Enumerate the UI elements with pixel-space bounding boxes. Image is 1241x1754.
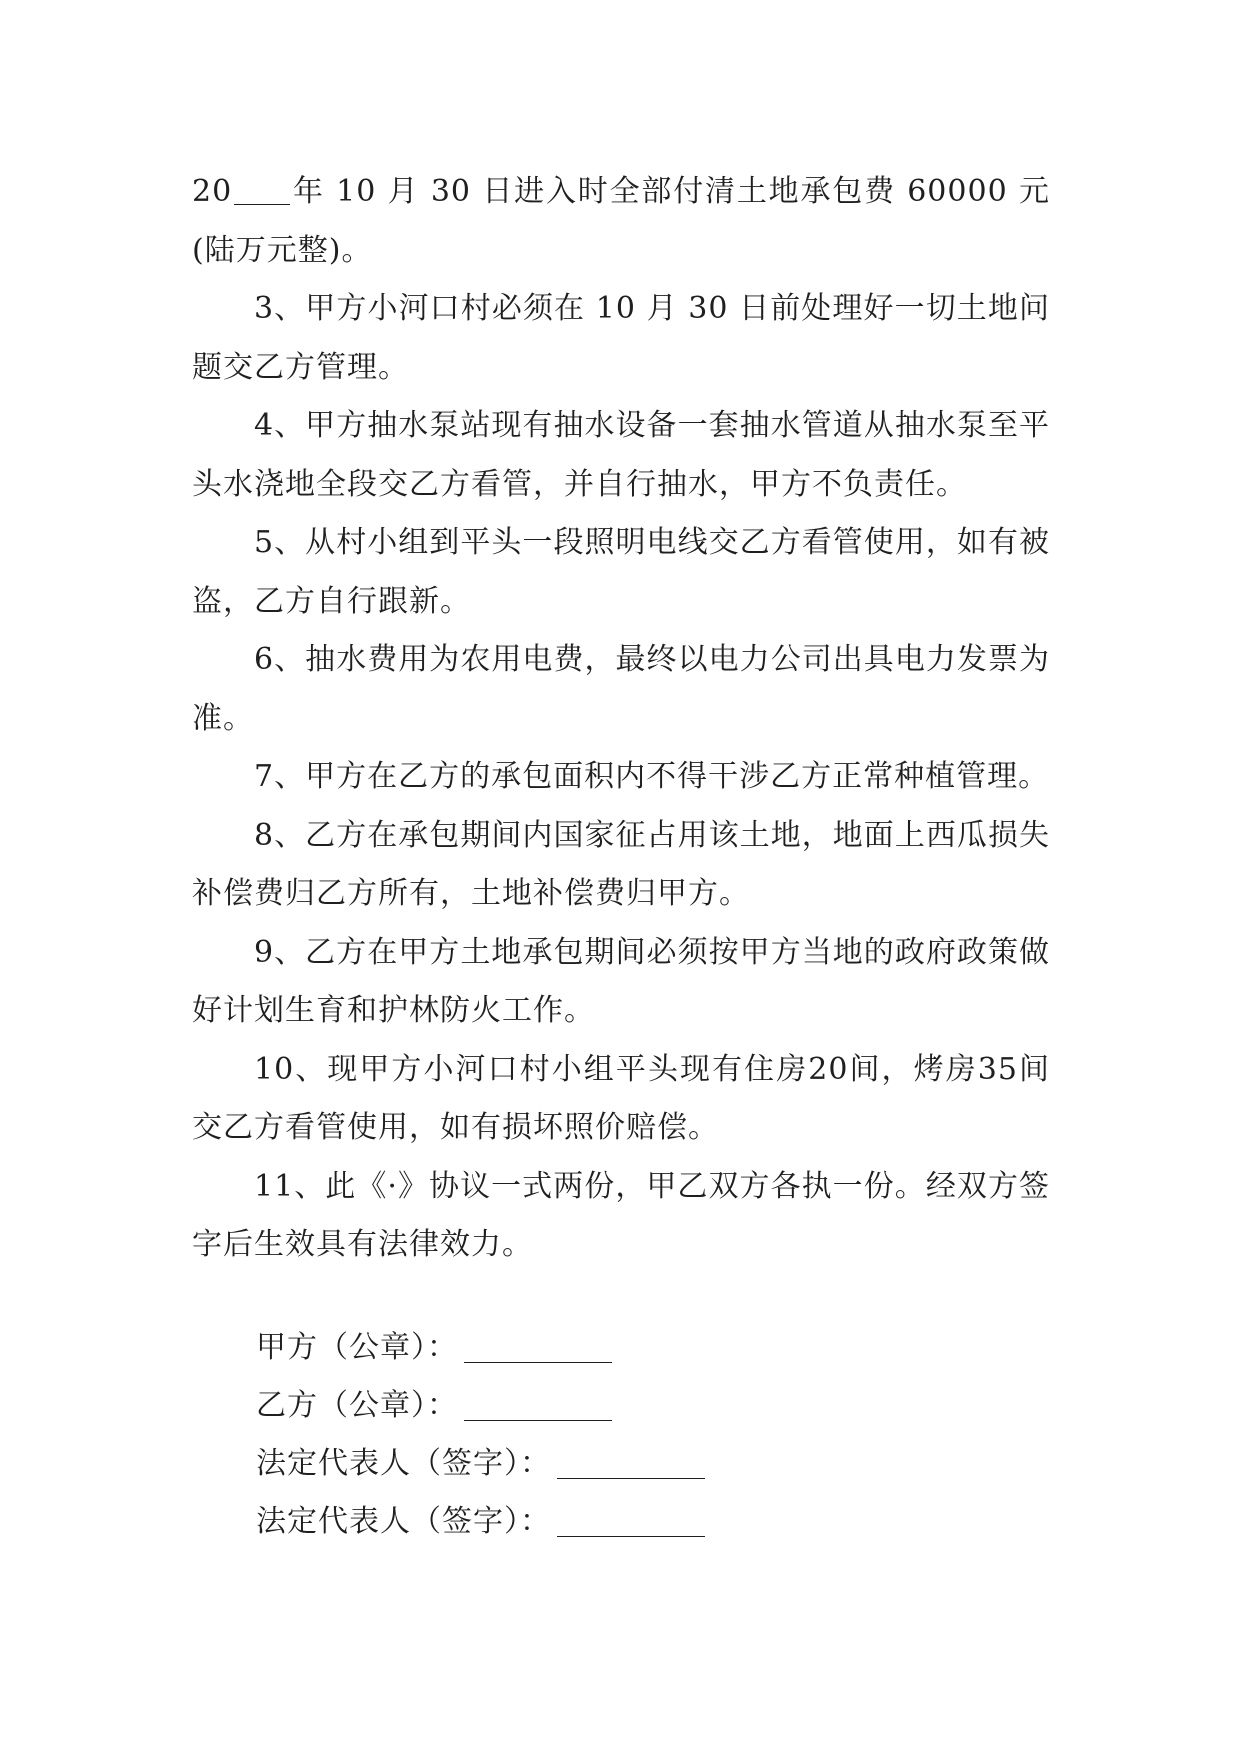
party-b-label: 乙方（公章）： — [256, 1388, 458, 1423]
legal-rep-2-signature-field[interactable] — [557, 1505, 705, 1538]
clause-3: 3、甲方小河口村必须在 10 月 30 日前处理好一切土地问题交乙方管理。 — [192, 291, 1050, 385]
signature-line-party-b — [256, 1377, 705, 1435]
clause-8: 8、乙方在承包期间内国家征占用该土地，地面上西瓜损失补偿费归乙方所有，土地补偿费归甲方。 — [192, 817, 1050, 911]
year-blank — [234, 171, 290, 205]
contract-body — [192, 163, 1050, 1275]
legal-rep-2-label: 法定代表人（签字）： — [256, 1504, 551, 1539]
clause-5: 5、从村小组到平头一段照明电线交乙方看管使用，如有被盗，乙方自行跟新。 — [192, 525, 1050, 619]
payment-text: 年 10 月 30 日进入时全部付清土地承包费 60000 元(陆万元整)。 — [192, 174, 1050, 268]
party-a-seal-field[interactable] — [464, 1331, 612, 1364]
signature-line-legal-rep-1 — [256, 1435, 705, 1493]
party-b-seal-field[interactable] — [464, 1389, 612, 1422]
signature-line-legal-rep-2 — [256, 1493, 705, 1551]
paragraph-payment-terms — [192, 163, 1050, 280]
clause-6: 6、抽水费用为农用电费，最终以电力公司出具电力发票为准。 — [192, 642, 1050, 736]
clause-4: 4、甲方抽水泵站现有抽水设备一套抽水管道从抽水泵至平头水浇地全段交乙方看管，并自行抽水，甲方不负责任。 — [192, 408, 1050, 502]
signature-block — [256, 1319, 705, 1551]
year-prefix: 20 — [192, 174, 233, 209]
signature-line-party-a — [256, 1319, 705, 1377]
clause-9: 9、乙方在甲方土地承包期间必须按甲方当地的政府政策做好计划生育和护林防火工作。 — [192, 934, 1050, 1028]
clause-10: 10、现甲方小河口村小组平头现有住房20间，烤房35间交乙方看管使用，如有损坏照价赔偿。 — [192, 1051, 1050, 1145]
clause-11: 11、此《·》协议一式两份，甲乙双方各执一份。经双方签字后生效具有法律效力。 — [192, 1168, 1050, 1262]
party-a-label: 甲方（公章）： — [256, 1330, 458, 1365]
legal-rep-1-label: 法定代表人（签字）： — [256, 1446, 551, 1481]
clause-7: 7、甲方在乙方的承包面积内不得干涉乙方正常种植管理。 — [254, 759, 1050, 794]
legal-rep-1-signature-field[interactable] — [557, 1447, 705, 1480]
